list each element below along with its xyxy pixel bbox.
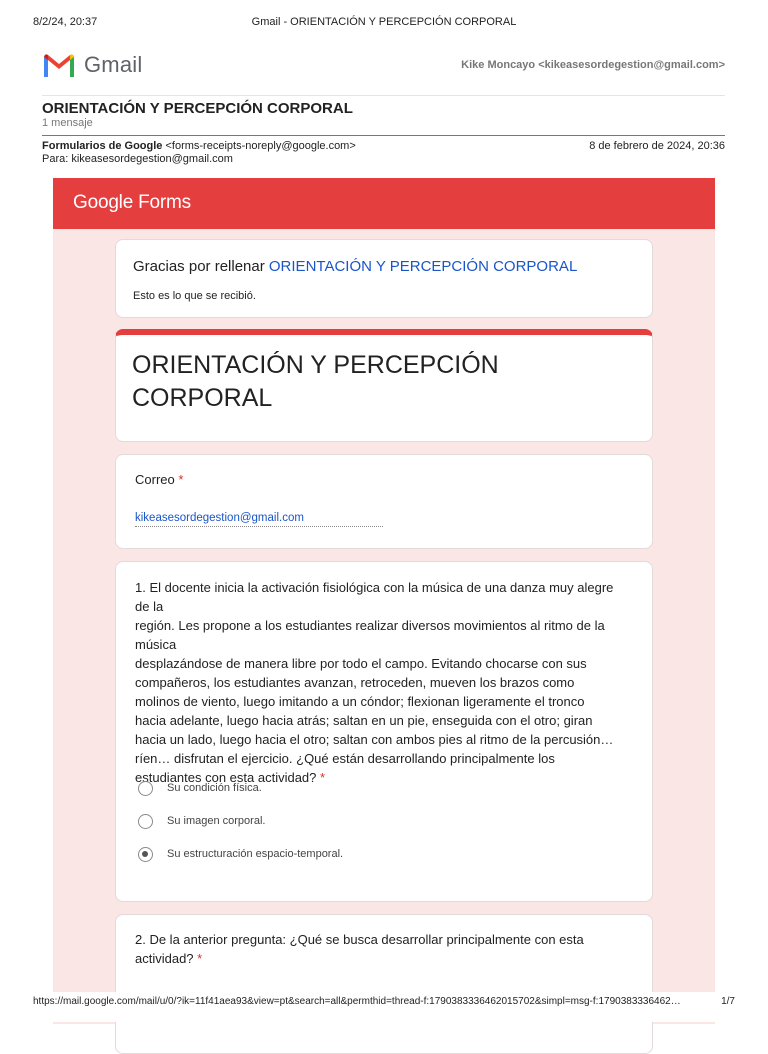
print-header [0, 10, 768, 28]
email-answer[interactable]: kikeasesordegestion@gmail.com [135, 512, 383, 527]
print-title: Gmail - ORIENTACIÓN Y PERCEPCIÓN CORPORAL [251, 16, 517, 28]
page-url: https://mail.google.com/mail/u/0/?ik=11f41aea93&view=pt&search=all&permthid=thread-f:1790383336462015702&simpl=msg-f:1790383336462… [33, 996, 681, 1007]
form-link[interactable]: ORIENTACIÓN Y PERCEPCIÓN CORPORAL [268, 258, 578, 275]
account-info: Kike Moncayo <kikeasesordegestion@gmail.com> [461, 59, 725, 71]
question-2-text: 2. De la anterior pregunta: ¿Qué se busca desarrollar principalmente con esta actividad? * [135, 932, 584, 966]
sender-name: Formularios de Google [42, 140, 163, 152]
gmail-m-icon [42, 52, 76, 78]
email-label: Correo * [135, 472, 184, 487]
google-forms-logo: Google Forms [73, 192, 191, 213]
required-asterisk: * [178, 472, 184, 487]
page-number: 1/7 [721, 996, 735, 1007]
gmail-logo [42, 50, 142, 80]
forms-email-body [53, 178, 715, 1024]
message-count: 1 mensaje [42, 117, 93, 129]
sender-line [42, 140, 356, 152]
required-asterisk: * [320, 770, 326, 785]
form-title-card [115, 329, 653, 442]
option-estructuracion-espacio-temporal[interactable]: Su estructuración espacio-temporal. [138, 845, 343, 863]
thread-subject: ORIENTACIÓN Y PERCEPCIÓN CORPORAL [42, 100, 353, 117]
google-forms-banner [53, 178, 715, 229]
received-note: Esto es lo que se recibió. [133, 290, 256, 302]
thanks-card [115, 239, 653, 318]
form-title: ORIENTACIÓN Y PERCEPCIÓN CORPORAL [132, 351, 499, 412]
radio-unselected-icon[interactable] [138, 814, 153, 829]
radio-selected-icon[interactable] [138, 847, 153, 862]
question-1-card [115, 561, 653, 902]
required-asterisk: * [197, 951, 203, 966]
sender-email: <forms-receipts-noreply@google.com> [165, 140, 356, 152]
print-footer [0, 992, 768, 1022]
thanks-text [133, 258, 577, 275]
thanks-prefix: Gracias por rellenar [133, 258, 269, 275]
recipient-line: Para: kikeasesordegestion@gmail.com [42, 153, 233, 165]
gmail-wordmark: Gmail [84, 52, 143, 77]
email-question-card [115, 454, 653, 549]
print-datetime: 8/2/24, 20:37 [33, 16, 98, 28]
question-1-text: 1. El docente inicia la activación fisiológica con la música de una danza muy alegre de la región. Les propone a los estudiantes realizar diversos movimientos al ritmo de la música desplazándose de manera libre por todo el campo. Evitando chocarse con sus compañeros, los estudiantes avanzan, retroceden, mueven los brazos como molinos de viento, luego imitando a un cóndor; flexionan ligeramente el tronco hacia adelante, luego hacia atrás; saltan en un pie, enseguida con el otro; giran hacia un lado, luego hacia el otro; saltan con ambos pies al ritmo de la percusión… ríen… disfrutan el ejercicio. ¿Qué están desarrollando principalmente los estudiantes con esta actividad? * [135, 580, 614, 785]
sent-date: 8 de febrero de 2024, 20:36 [589, 140, 725, 152]
option-condicion-fisica[interactable]: Su condición física. [138, 779, 262, 797]
option-imagen-corporal[interactable]: Su imagen corporal. [138, 812, 265, 830]
divider [42, 95, 725, 96]
divider [42, 135, 725, 136]
question-2-card [115, 914, 653, 1054]
radio-unselected-icon[interactable] [138, 781, 153, 796]
